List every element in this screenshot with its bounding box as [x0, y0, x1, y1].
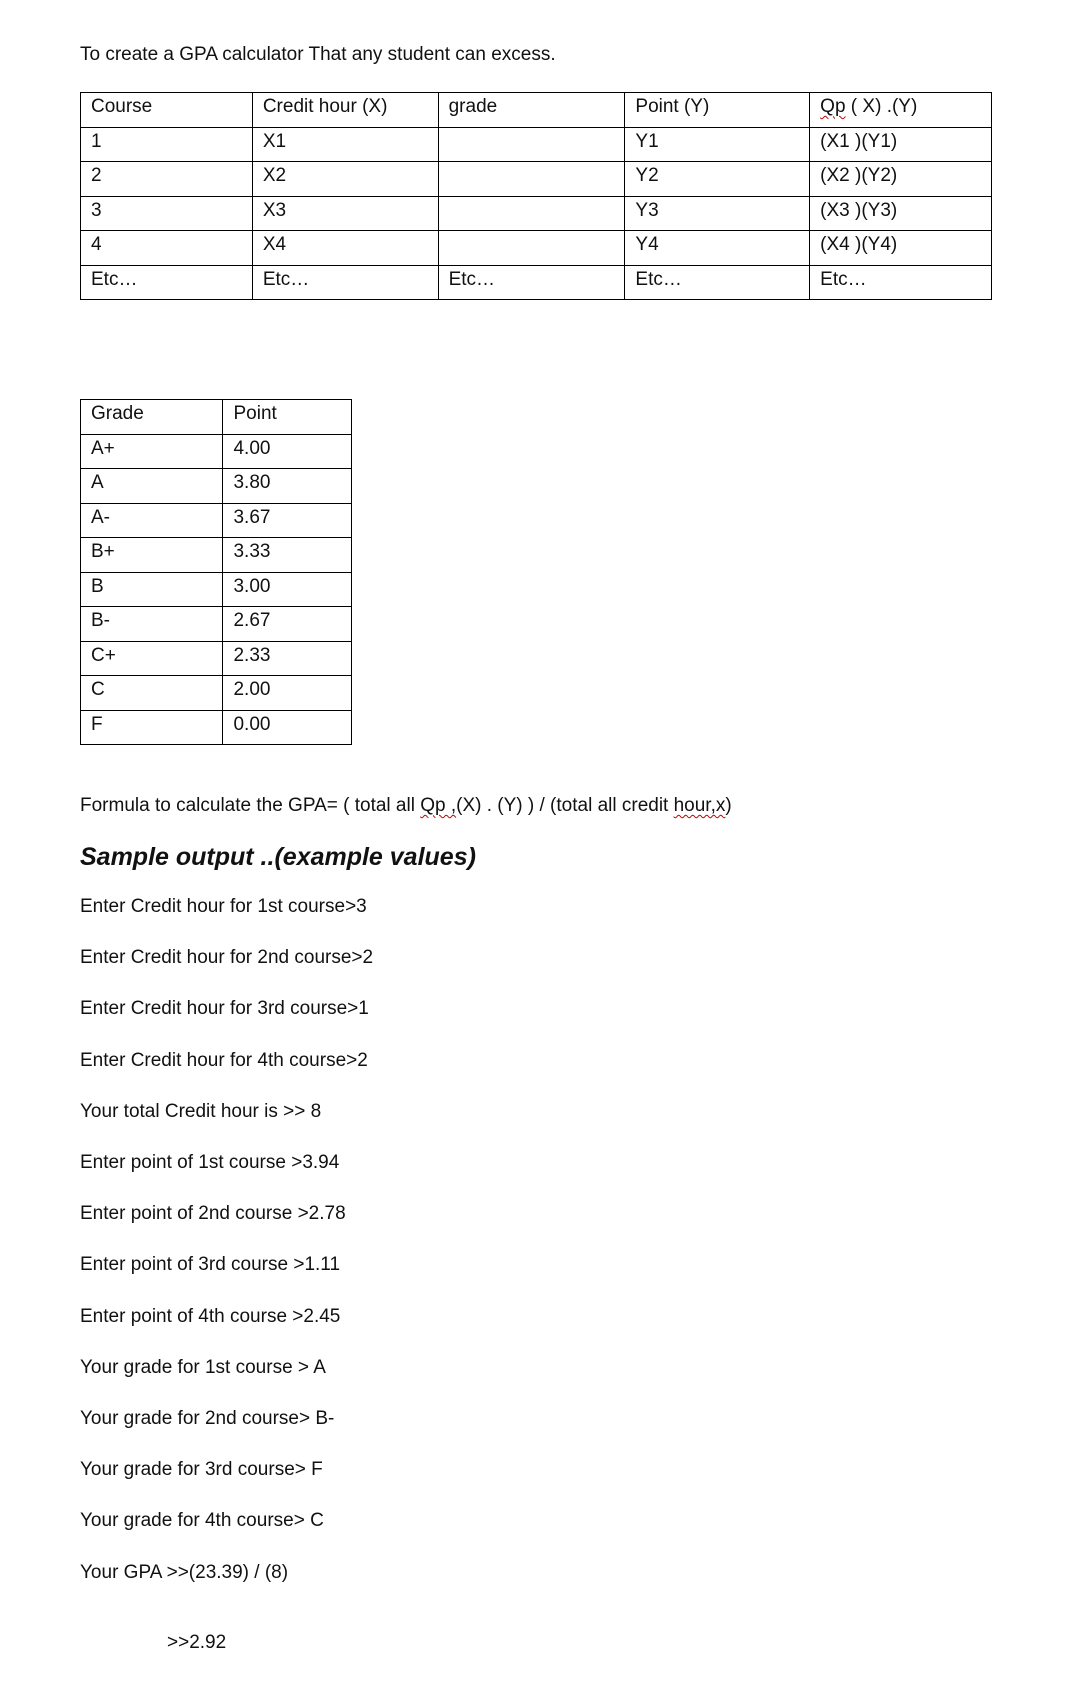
table-cell: 3 [81, 196, 253, 231]
output-line: Your total Credit hour is >> 8 [80, 1100, 322, 1122]
table-cell: (X4 )(Y4) [810, 231, 992, 266]
grade-row [81, 572, 352, 607]
header-cell: Course [81, 93, 253, 128]
grade-row [81, 469, 352, 504]
table-cell: 3.80 [223, 469, 352, 504]
header-cell: Qp ( X) .(Y) [810, 93, 992, 128]
header-cell: grade [438, 93, 625, 128]
table-cell: X2 [252, 162, 438, 197]
table-cell: Etc… [438, 265, 625, 300]
table-cell: Y2 [625, 162, 810, 197]
output-line: Enter Credit hour for 1st course>3 [80, 896, 367, 917]
table-cell: (X1 )(Y1) [810, 127, 992, 162]
table-cell: (X2 )(Y2) [810, 162, 992, 197]
table-cell: A [81, 469, 223, 504]
course-row-header [81, 93, 992, 128]
table-cell [438, 231, 625, 266]
table-cell: Etc… [81, 265, 253, 300]
course-row [81, 265, 992, 300]
course-table-body [81, 93, 992, 300]
header-cell: Point [223, 400, 352, 435]
output-line: Enter point of 4th course >2.45 [80, 1305, 341, 1327]
output-line: Enter point of 1st course >3.94 [80, 1152, 340, 1173]
intro-text: To create a GPA calculator That any student can excess. [80, 44, 556, 65]
course-row [81, 127, 992, 162]
header-cell: Grade [81, 400, 223, 435]
table-cell: Y4 [625, 231, 810, 266]
output-line: Your grade for 1st course > A [80, 1356, 326, 1378]
gpa-result: >>2.92 [167, 1632, 227, 1653]
table-cell: A- [81, 503, 223, 538]
output-line: Your GPA >>(23.39) / (8) [80, 1561, 289, 1583]
output-line: Enter point of 3rd course >1.11 [80, 1254, 341, 1276]
course-row [81, 196, 992, 231]
table-cell: 2 [81, 162, 253, 197]
table-cell [438, 196, 625, 231]
header-cell: Credit hour (X) [252, 93, 438, 128]
table-cell: A+ [81, 434, 223, 469]
output-line: Enter Credit hour for 3rd course>1 [80, 998, 369, 1020]
table-cell: X1 [252, 127, 438, 162]
grade-row-header [81, 400, 352, 435]
output-line: Your grade for 2nd course> B- [80, 1408, 335, 1429]
table-cell: 0.00 [223, 710, 352, 745]
output-line: Your grade for 4th course> C [80, 1510, 324, 1532]
table-cell: 2.67 [223, 607, 352, 642]
grade-row [81, 607, 352, 642]
sample-output-heading: Sample output ..(example values) [80, 843, 476, 871]
table-cell: 1 [81, 127, 253, 162]
table-cell: X3 [252, 196, 438, 231]
course-table [80, 92, 992, 300]
output-line: Enter point of 2nd course >2.78 [80, 1203, 346, 1225]
table-cell: 4 [81, 231, 253, 266]
course-row [81, 162, 992, 197]
grade-row [81, 710, 352, 745]
grade-row [81, 434, 352, 469]
grade-row [81, 503, 352, 538]
grade-point-table [80, 399, 352, 745]
table-cell: B+ [81, 538, 223, 573]
table-cell: B- [81, 607, 223, 642]
grade-row [81, 538, 352, 573]
table-cell: X4 [252, 231, 438, 266]
output-line: Enter Credit hour for 4th course>2 [80, 1049, 368, 1071]
table-cell: B [81, 572, 223, 607]
output-line: Your grade for 3rd course> F [80, 1459, 323, 1481]
table-cell: F [81, 710, 223, 745]
output-line: Enter Credit hour for 2nd course>2 [80, 947, 374, 969]
table-cell: Etc… [252, 265, 438, 300]
table-cell: Etc… [625, 265, 810, 300]
table-cell: 2.33 [223, 641, 352, 676]
table-cell: Y3 [625, 196, 810, 231]
gpa-formula: Formula to calculate the GPA= ( total all Qp ,(X) . (Y) ) / (total all credit hour,x) [80, 795, 732, 816]
header-cell: Point (Y) [625, 93, 810, 128]
grade-row [81, 676, 352, 711]
grade-table-body [81, 400, 352, 745]
table-cell: (X3 )(Y3) [810, 196, 992, 231]
table-cell: C+ [81, 641, 223, 676]
table-cell: Etc… [810, 265, 992, 300]
table-cell: 3.00 [223, 572, 352, 607]
grade-row [81, 641, 352, 676]
table-cell: 2.00 [223, 676, 352, 711]
table-cell: 4.00 [223, 434, 352, 469]
table-cell: Y1 [625, 127, 810, 162]
table-cell: C [81, 676, 223, 711]
table-cell: 3.33 [223, 538, 352, 573]
table-cell [438, 127, 625, 162]
table-cell: 3.67 [223, 503, 352, 538]
table-cell [438, 162, 625, 197]
course-row [81, 231, 992, 266]
